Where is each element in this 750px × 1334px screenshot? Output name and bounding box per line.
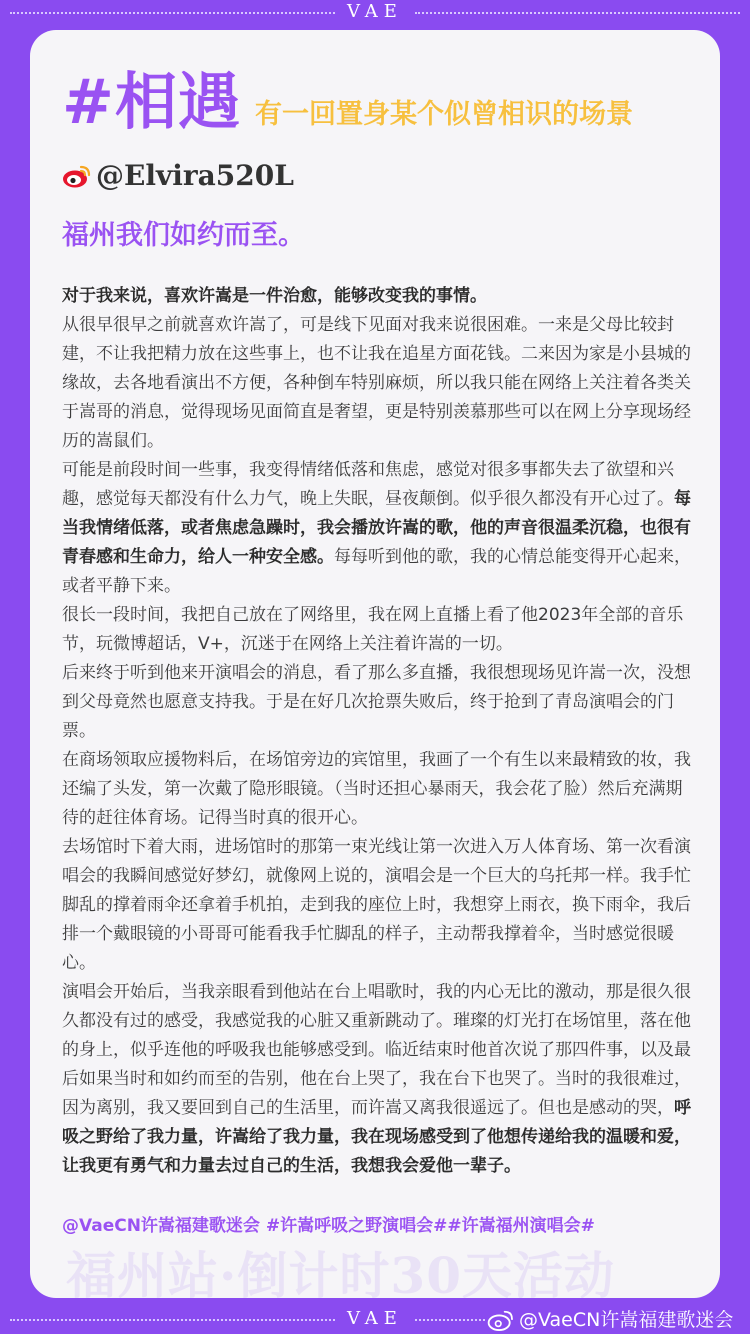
author-row [62,156,294,196]
text-run: 从很早很早之前就喜欢许嵩了，可是线下见面对我来说很困难。一来是父母比较封建，不让我把精力放在这些事上，也不让我在追星方面花钱。二来因为家是小县城的缘故，去各地看演出不方便，各种倒车特别麻烦，所以我只能在网络上关注着各类关于嵩哥的消息，觉得现场见面简直是奢望，更是特别羡慕那些可以在网上分享现场经历的嵩鼠们。 [62,315,691,451]
bold-text-run: 对于我来说，喜欢许嵩是一件治愈，能够改变我的事情。 [62,286,487,306]
body-paragraph [62,282,692,311]
text-run: 可能是前段时间一些事，我变得情绪低落和焦虑，感觉对很多事都失去了欲望和兴趣，感觉每天都没有什么力气，晚上失眠，昼夜颠倒。似乎很久都没有开心过了。 [62,460,674,509]
body-paragraph [62,601,692,659]
bottom-vae-mark: VAE [347,1308,403,1329]
body-paragraph [62,311,692,456]
body-paragraph [62,978,692,1181]
author-handle[interactable]: @Elvira520L [96,159,294,192]
hashtag-title[interactable]: #相遇 [62,65,241,138]
tagline: 有一回置身某个似曾相识的场景 [254,99,633,130]
body-paragraph [62,746,692,833]
top-frame-bar [0,0,750,24]
bottom-dotted-line-right [415,1319,485,1321]
text-run: 演唱会开始后，当我亲眼看到他站在台上唱歌时，我的内心无比的激动，那是很久很久都没有过的感受，我感觉我的心脏又重新跳动了。璀璨的灯光打在场馆里，落在他的身上，似乎连他的呼吸我也能够感受到。临近结束时他首次说了那四件事，以及最后如果当时和如约而至的告别，他在台上哭了，我在台下也哭了。当时的我很难过，因为离别，我又要回到自己的生活里，而许嵩又离我很遥远了。但也是感动的哭， [62,982,691,1118]
body-paragraph [62,833,692,978]
bold-text-run: 每当我情绪低落，或者焦虑急躁时，我会播放许嵩的歌，他的声音很温柔沉稳，也很有青春感和生命力，给人一种安全感。 [62,489,691,567]
body-paragraph [62,456,692,601]
weibo-watermark-icon [487,1309,515,1331]
top-dotted-line-right [415,12,740,14]
text-run: 很长一段时间，我把自己放在了网络里，我在网上直播上看了他2023年全部的音乐节，玩微博超话，V+，沉迷于在网络上关注着许嵩的一切。 [62,605,684,654]
text-run: 在商场领取应援物料后，在场馆旁边的宾馆里，我画了一个有生以来最精致的妆，我还编了头发，第一次戴了隐形眼镜。（当时还担心暴雨天，我会花了脸）然后充满期待的赶往体育场。记得当时真的很开心。 [62,750,691,828]
text-run: 去场馆时下着大雨，进场馆时的那第一束光线让第一次进入万人体育场、第一次看演唱会的我瞬间感觉好梦幻，就像网上说的，演唱会是一个巨大的乌托邦一样。我手忙脚乱的撑着雨伞还拿着手机拍，走到我的座位上时，我想穿上雨衣，换下雨伞，我后排一个戴眼镜的小哥哥可能看我手忙脚乱的样子，主动帮我撑着伞，当时感觉很暖心。 [62,837,691,973]
top-vae-mark: VAE [347,1,403,22]
bold-text-run: 呼吸之野给了我力量，许嵩给了我力量，我在现场感受到了他想传递给我的温暖和爱，让我更有勇气和力量去过自己的生活，我想我会爱他一辈子。 [62,1098,691,1176]
post-body [62,282,692,1181]
watermark-text: @VaeCN许嵩福建歌迷会 [519,1309,734,1331]
bottom-dotted-line-left [10,1319,335,1321]
weibo-watermark [487,1308,733,1332]
text-run: 后来终于听到他来开演唱会的消息，看了那么多直播，我很想现场见许嵩一次，没想到父母竟然也愿意支持我。于是在好几次抢票失败后，终于抢到了青岛演唱会的门票。 [62,663,691,741]
bottom-frame-bar [0,1305,750,1334]
body-paragraph [62,659,692,746]
top-dotted-line-left [10,12,335,14]
post-subtitle: 福州我们如约而至。 [62,220,305,251]
content-card [30,30,720,1298]
weibo-icon [62,163,92,189]
hashtag-line[interactable]: @VaeCN许嵩福建歌迷会 #许嵩呼吸之野演唱会##许嵩福州演唱会# [62,1216,595,1236]
countdown-banner: 福州站·倒计时30天活动 [66,1246,615,1298]
text-run: 每每听到他的歌，我的心情总能变得开心起来，或者平静下来。 [62,547,691,596]
title-row [62,66,633,138]
